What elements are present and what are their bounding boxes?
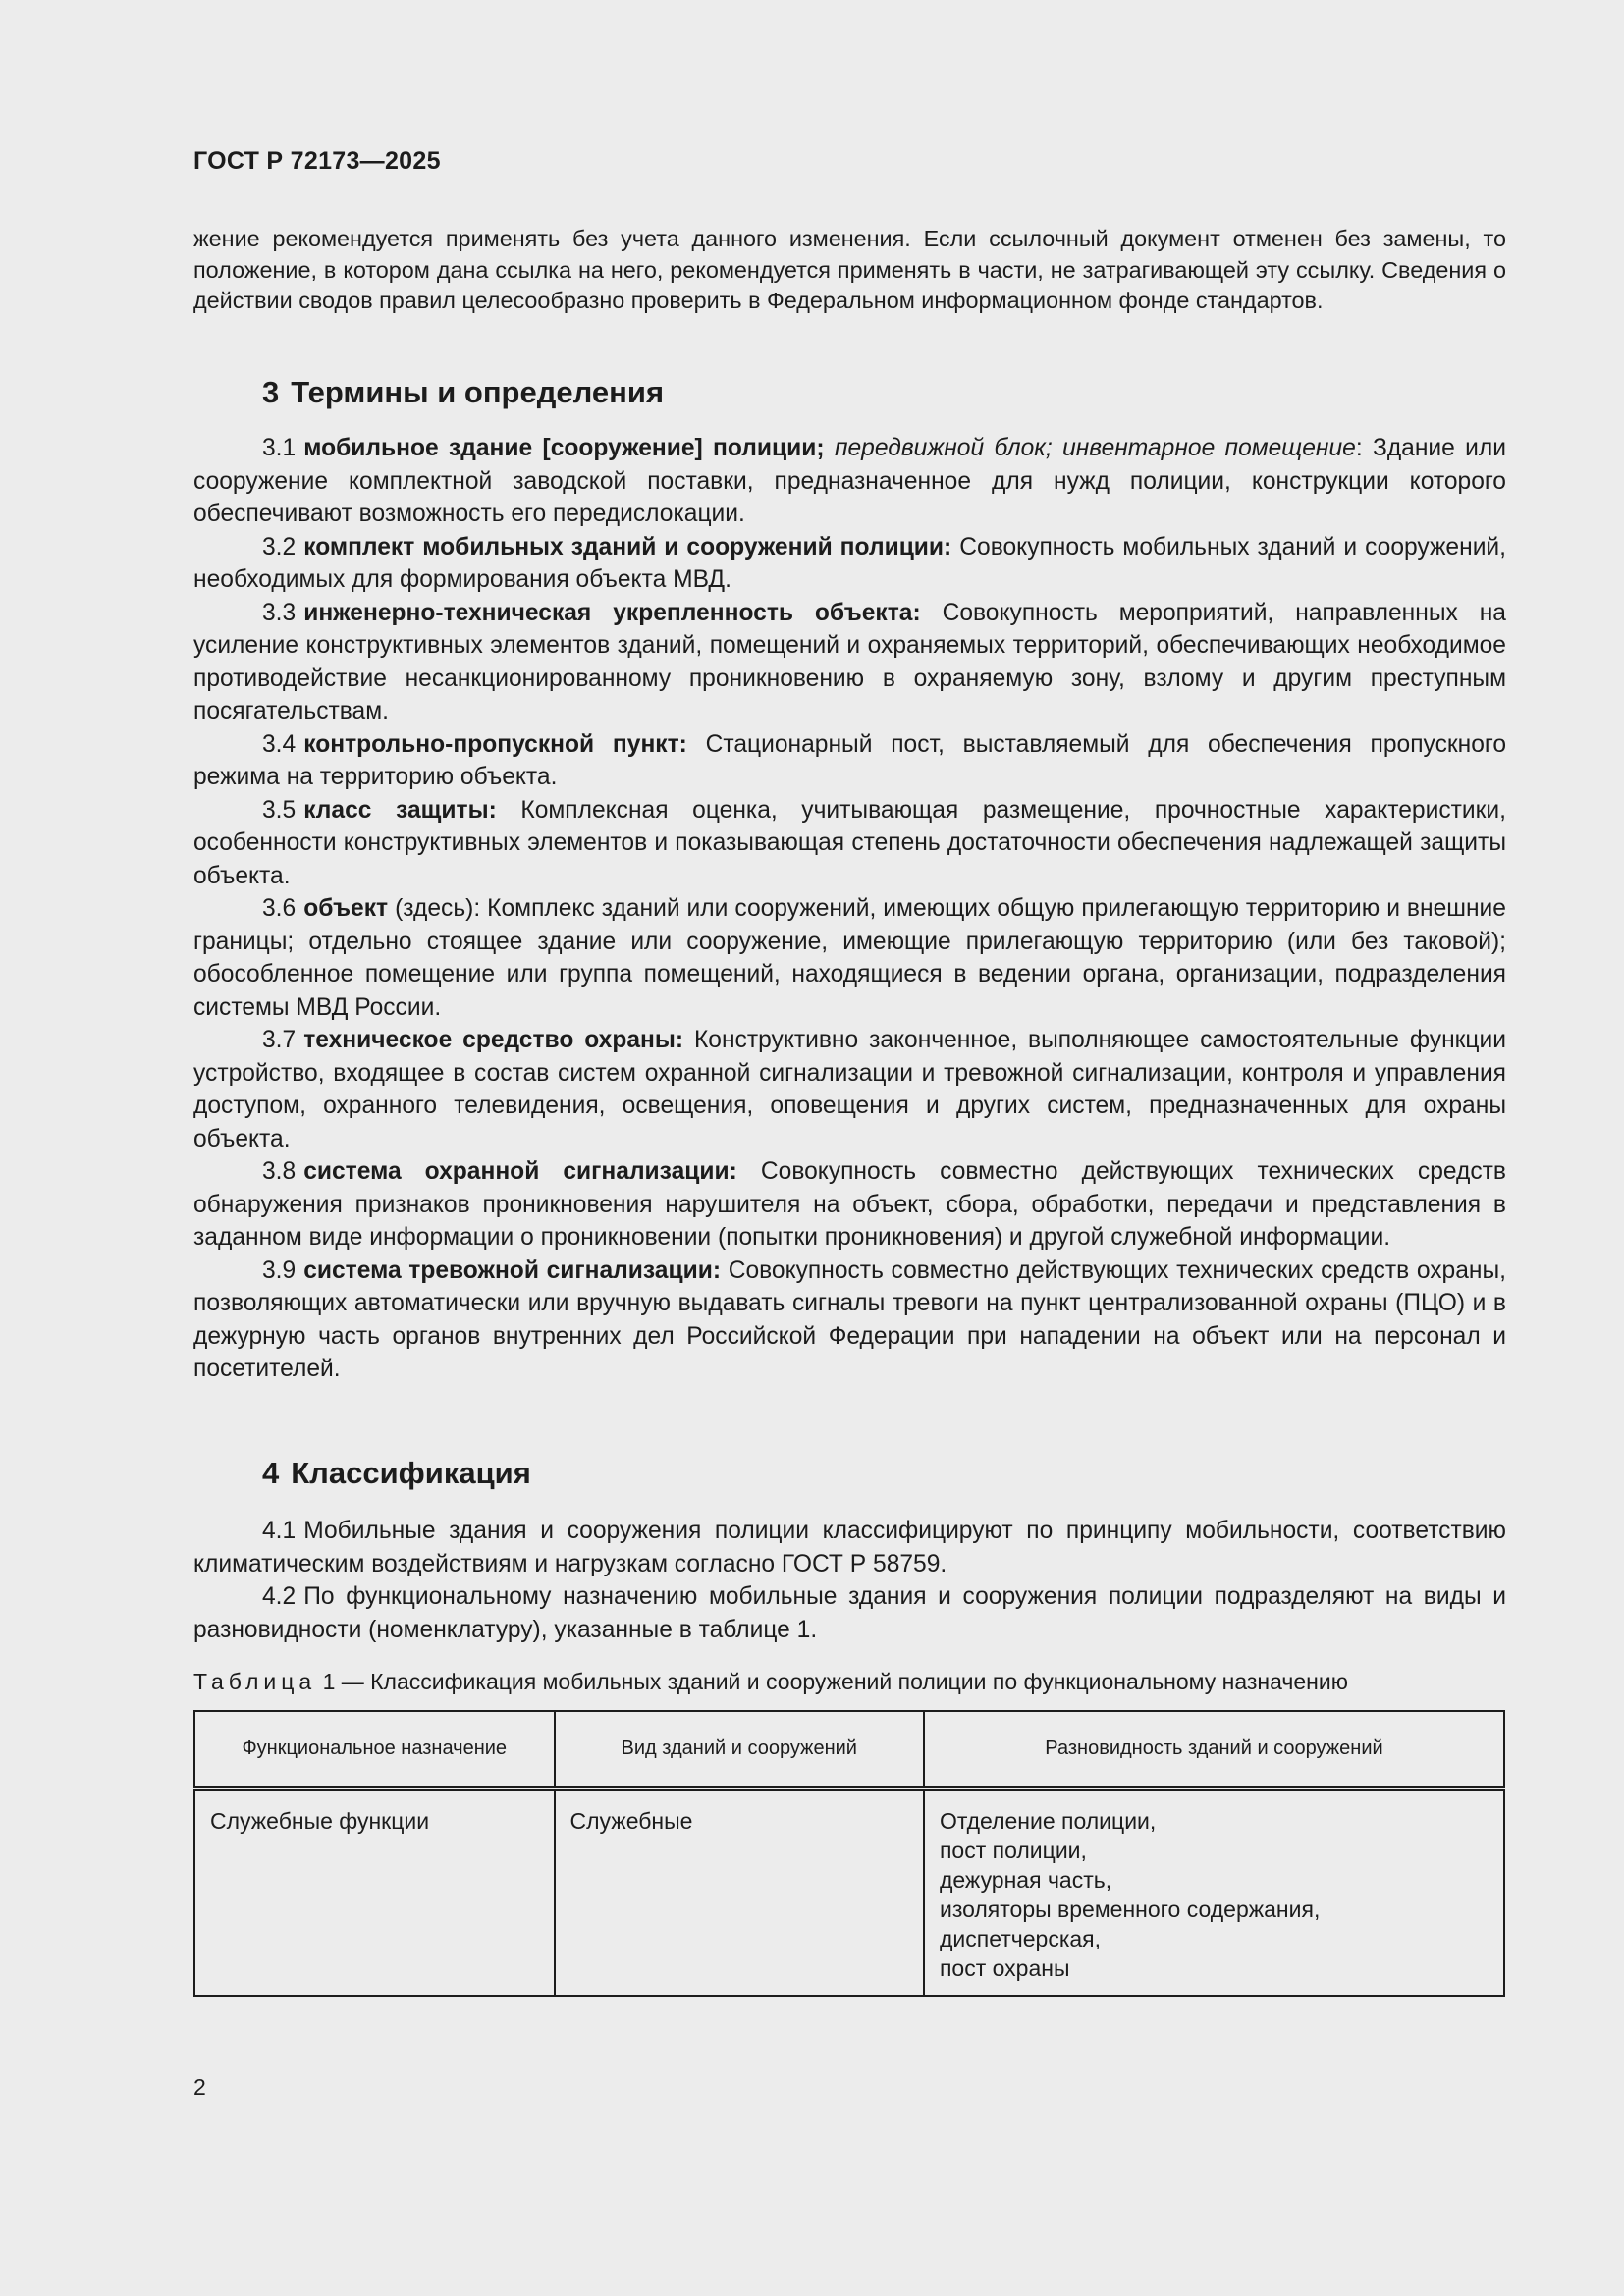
term-number: 3.4 (262, 730, 297, 758)
cell-varieties (924, 1789, 1504, 1996)
term-definition: Совокупность мобильных зданий и сооружений, необходимых для формирования объекта МВД. (193, 533, 1506, 593)
section-4-title: Классификация (291, 1456, 531, 1490)
term-number: 3.8 (262, 1158, 297, 1185)
term-definition: : Здание или сооружение комплектной заводской поставки, предназначенное для нужд полиции, конструкции которого обеспечивают возможность его передислокации. (193, 435, 1506, 527)
section-3-number: 3 (262, 375, 280, 409)
intro-text: жение рекомендуется применять без учета данного изменения. Если ссылочный документ отменен без замены, то положение, в котором дана ссылка на него, рекомендуется применять в части, не затрагивающей эту ссылку. Сведения о действии сводов правил целесообразно проверить в Федеральном информационном фонде стандартов. (193, 226, 1506, 313)
term-definition: Совокупность совместно действующих технических средств обнаружения признаков проникновения нарушителя на объект, сбора, обработки, передачи и представления в заданном виде информации о проникновении (попытки проникновения) и другой служебной информации. (193, 1158, 1506, 1251)
term-number: 3.2 (262, 533, 297, 561)
page-number: 2 (193, 2074, 206, 2100)
variety-item: диспетчерская, (939, 1926, 1102, 1951)
term-number: 3.1 (262, 435, 297, 461)
document-header: ГОСТ Р 72173—2025 (193, 147, 441, 175)
section-3-title: Термины и определения (291, 375, 665, 409)
variety-item: пост полиции, (939, 1838, 1087, 1863)
classification-table (193, 1710, 1505, 1997)
section-4-heading (262, 1456, 531, 1491)
header-building-variety: Разновидность зданий и сооружений (924, 1711, 1504, 1789)
paragraph-number: 4.2 (262, 1583, 297, 1610)
term-name: комплект мобильных зданий и сооружений полиции: (303, 533, 952, 561)
term-name: контрольно-пропускной пункт: (303, 730, 687, 758)
term-definition: Совокупность совместно действующих технических средств охраны, позволяющих автоматически или вручную выдавать сигналы тревоги на пункт централизованной охраны (ПЦО) и в дежурную часть органов внутренних дел Российской Федерации при нападении на объект или на персонал и посетителей. (193, 1256, 1506, 1382)
term-3-8 (193, 1155, 1506, 1255)
term-name: объект (303, 895, 389, 922)
cell-function: Служебные функции (194, 1789, 555, 1996)
term-3-7 (193, 1024, 1506, 1155)
term-number: 3.3 (262, 599, 297, 626)
term-definition: Комплекс зданий или сооружений, имеющих общую прилегающую территорию и внешние границы; отдельно стоящее здание или сооружение, имеющие прилегающую территорию (или без таковой); обособленное помещение или группа помещений, находящиеся в ведении органа, организации, подразделения системы МВД России. (193, 895, 1506, 1021)
term-name: класс защиты: (303, 796, 497, 824)
header-functional-purpose: Функциональное назначение (194, 1711, 555, 1789)
variety-item: Отделение полиции, (939, 1808, 1157, 1834)
term-name: мобильное здание [сооружение] полиции; (303, 435, 825, 461)
variety-item: пост охраны (939, 1955, 1070, 1981)
table-row (194, 1789, 1504, 1996)
table-caption-label: Таблица (193, 1669, 317, 1694)
term-3-5 (193, 794, 1506, 893)
section-4-number: 4 (262, 1456, 280, 1490)
term-3-9 (193, 1255, 1506, 1386)
term-name: техническое средство охраны: (303, 1027, 684, 1053)
variety-item: дежурная часть, (939, 1867, 1112, 1893)
cell-kind: Служебные (555, 1789, 924, 1996)
term-definition: Совокупность мероприятий, направленных на усиление конструктивных элементов зданий, помещений и охраняемых территорий, обеспечивающих необходимое противодействие несанкционированному проникновению в охраняемую зону, взлому и другим преступным посягательствам. (193, 599, 1506, 724)
table-caption (193, 1669, 1348, 1695)
paragraph-4-2 (193, 1580, 1506, 1646)
variety-item: изоляторы временного содержания, (939, 1896, 1321, 1922)
term-number: 3.7 (262, 1027, 297, 1053)
term-3-2 (193, 531, 1506, 597)
paragraph-number: 4.1 (262, 1518, 297, 1544)
term-definition: Стационарный пост, выставляемый для обеспечения пропускного режима на территорию объекта. (193, 730, 1506, 790)
term-definition: Комплексная оценка, учитывающая размещение, прочностные характеристики, особенности конструктивных элементов и показывающая степень достаточности обеспечения надлежащей защиты объекта. (193, 796, 1506, 889)
term-name: система охранной сигнализации: (303, 1158, 737, 1185)
term-name: система тревожной сигнализации: (303, 1256, 722, 1284)
term-3-3 (193, 597, 1506, 728)
paragraph-4-1 (193, 1515, 1506, 1580)
term-3-4 (193, 728, 1506, 794)
term-number: 3.9 (262, 1256, 297, 1284)
term-3-1 (193, 432, 1506, 531)
classification-paragraphs (193, 1515, 1506, 1646)
term-number: 3.6 (262, 895, 297, 922)
paragraph-text: По функциональному назначению мобильные здания и сооружения полиции подразделяют на виды и разновидности (номенклатуру), указанные в таблице 1. (193, 1583, 1506, 1643)
table-header-row (194, 1711, 1504, 1789)
term-name: инженерно-техническая укрепленность объекта: (303, 599, 921, 626)
term-synonyms: передвижной блок; инвентарное помещение (834, 435, 1356, 461)
intro-paragraph (193, 224, 1506, 317)
term-definition: Конструктивно законченное, выполняющее самостоятельные функции устройство, входящее в состав систем охранной сигнализации и тревожной сигнализации, контроля и управления доступом, охранного телевидения, освещения, оповещения и других систем, предназначенных для охраны объекта. (193, 1027, 1506, 1152)
term-qualifier: (здесь): (395, 895, 481, 922)
paragraph-text: Мобильные здания и сооружения полиции классифицируют по принципу мобильности, соответствию климатическим воздействиям и нагрузкам согласно ГОСТ Р 58759. (193, 1518, 1506, 1577)
term-number: 3.5 (262, 796, 297, 824)
header-building-kind: Вид зданий и сооружений (555, 1711, 924, 1789)
table-caption-text: 1 — Классификация мобильных зданий и сооружений полиции по функциональному назначению (322, 1669, 1348, 1694)
term-3-6 (193, 892, 1506, 1024)
terms-list (193, 432, 1506, 1386)
section-3-heading (262, 375, 664, 410)
